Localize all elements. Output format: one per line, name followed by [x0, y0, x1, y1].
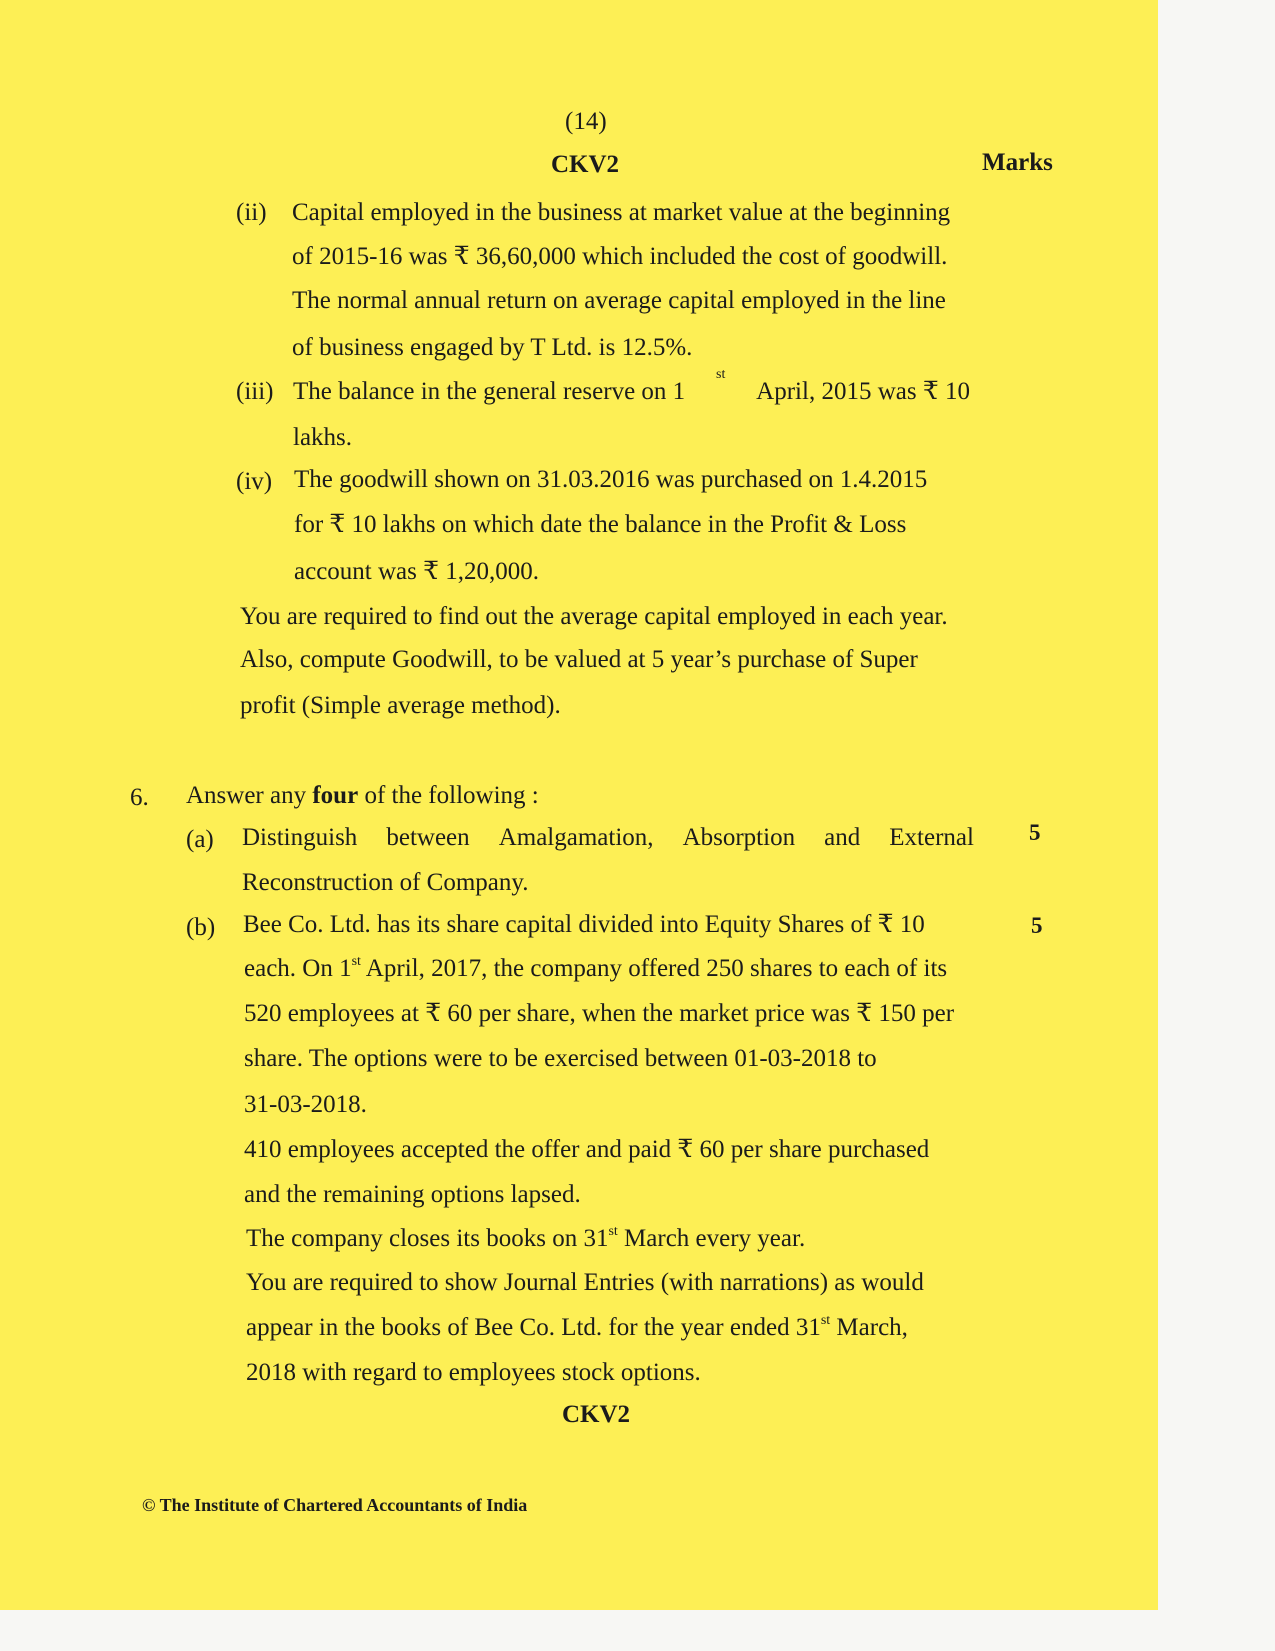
point-number-iv: (iv)	[236, 468, 273, 495]
sub-question-a-line	[242, 823, 974, 853]
word: and	[824, 824, 861, 851]
marks-value: 5	[1031, 913, 1043, 938]
ordinal-suffix: st	[608, 1223, 618, 1239]
sub-question-b-line	[244, 1044, 978, 1074]
point-ii-line: of 2015-16 was ₹ 36,60,000 which included the cost of goodwill.	[292, 243, 948, 270]
text-span: appear in the books of Bee Co. Ltd. for the year ended 31	[246, 1314, 821, 1341]
text-span: The company closes its books on 31	[246, 1225, 609, 1252]
sub-question-b-line: You are required to show Journal Entries (with narrations) as would	[246, 1269, 924, 1296]
paper-code-header: CKV2	[551, 151, 620, 178]
text-span: Answer any	[186, 782, 313, 809]
word: Absorption	[682, 824, 796, 851]
sub-question-b-line: and the remaining options lapsed.	[244, 1181, 581, 1208]
word: between	[386, 824, 470, 851]
marks-value: 5	[1029, 820, 1041, 845]
emphasis: four	[312, 782, 359, 809]
sub-question-b-line	[246, 1313, 908, 1343]
requirement-line: You are required to find out the average capital employed in each year.	[240, 603, 948, 630]
text-span: each. On 1	[244, 955, 352, 982]
text-span: share. The options were to be exercised between 01-03-2018 to	[244, 1045, 877, 1072]
ordinal-suffix: st	[351, 953, 361, 969]
point-iv-line: account was ₹ 1,20,000.	[294, 558, 540, 585]
ordinal-suffix: st	[716, 367, 726, 382]
sub-question-b-line: 410 employees accepted the offer and paid ₹ 60 per share purchased	[244, 1136, 930, 1163]
sub-question-label-a: (a)	[186, 826, 214, 853]
ordinal-suffix: st	[820, 1312, 831, 1328]
question-intro	[186, 781, 539, 811]
text-span: of the following :	[358, 782, 539, 809]
text-span: April, 2015 was ₹ 10	[756, 378, 970, 405]
word: Distinguish	[242, 824, 358, 851]
sub-question-b-line	[246, 1224, 805, 1254]
sub-question-label-b: (b)	[186, 914, 216, 941]
point-number-iii: (iii)	[236, 378, 274, 405]
text-span: The balance in the general reserve on 1	[293, 378, 686, 405]
sub-question-b-line: Bee Co. Ltd. has its share capital divided into Equity Shares of ₹ 10	[243, 911, 925, 938]
point-ii-line: of business engaged by T Ltd. is 12.5%.	[292, 334, 693, 361]
point-iv-line: The goodwill shown on 31.03.2016 was purchased on 1.4.2015	[294, 466, 928, 493]
requirement-line: Also, compute Goodwill, to be valued at 5 year’s purchase of Super	[240, 646, 918, 673]
sub-question-b-line: 520 employees at ₹ 60 per share, when the market price was ₹ 150 per	[244, 1000, 955, 1027]
requirement-line: profit (Simple average method).	[240, 692, 561, 719]
text-span: March every year.	[617, 1225, 806, 1252]
point-ii-line: The normal annual return on average capital employed in the line	[292, 287, 946, 314]
text-span: March,	[830, 1314, 908, 1341]
point-number-ii: (ii)	[236, 199, 267, 226]
text-span: April, 2017, the company offered 250 shares to each of its	[360, 955, 948, 982]
sub-question-b-line: 2018 with regard to employees stock options.	[246, 1359, 701, 1386]
point-iv-line: for ₹ 10 lakhs on which date the balance in the Profit & Loss	[294, 511, 907, 538]
paper-code-footer: CKV2	[562, 1401, 631, 1428]
sub-question-b-line	[244, 954, 947, 984]
point-iii-line	[293, 367, 970, 407]
sub-question-b-line: 31-03-2018.	[244, 1091, 367, 1118]
point-iii-line: lakhs.	[293, 424, 353, 451]
word: External	[889, 824, 974, 851]
sub-question-a-line: Reconstruction of Company.	[242, 869, 529, 896]
word: Amalgamation,	[498, 824, 654, 851]
point-ii-line: Capital employed in the business at market value at the beginning	[292, 199, 951, 226]
copyright-footer: © The Institute of Chartered Accountants of India	[142, 1495, 528, 1515]
question-number: 6.	[130, 784, 149, 811]
marks-column-heading: Marks	[982, 149, 1053, 176]
page-number: (14)	[565, 108, 607, 135]
